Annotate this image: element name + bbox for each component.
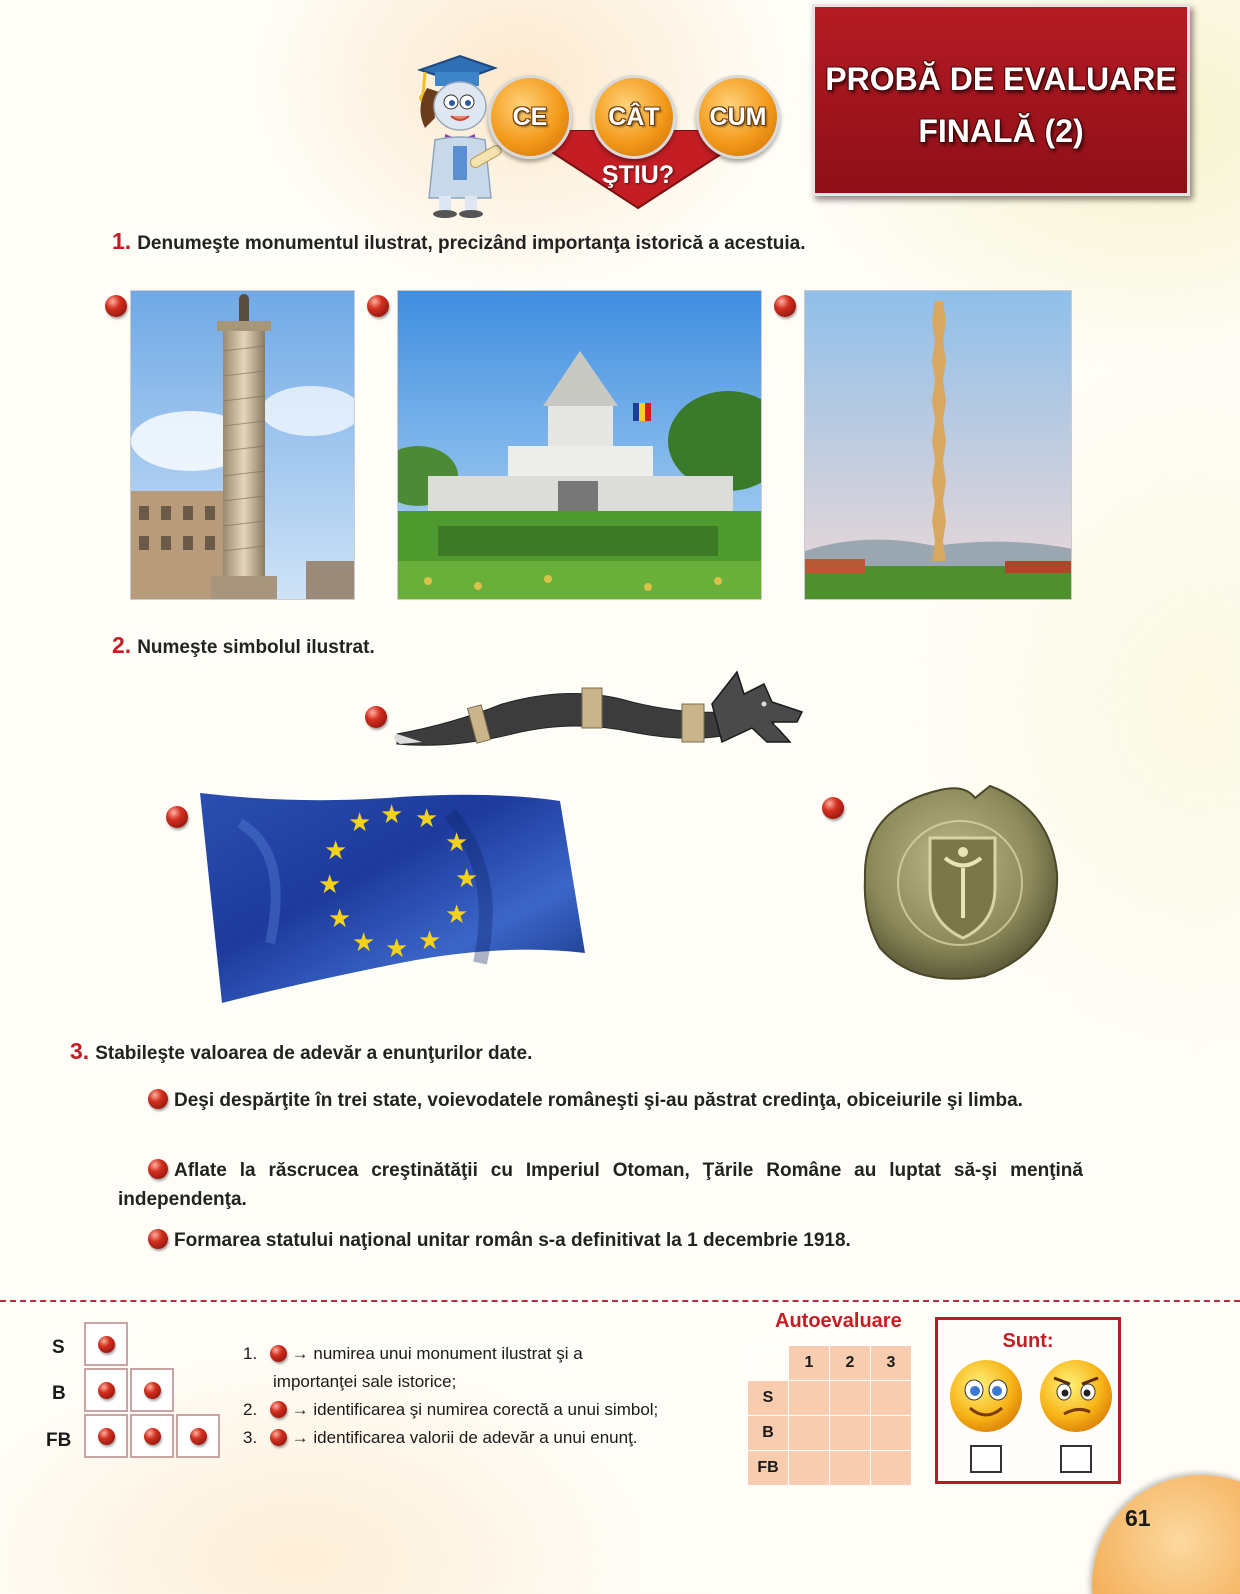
- bullet-icon: [270, 1345, 287, 1362]
- table-cell[interactable]: [789, 1451, 830, 1486]
- table-cell[interactable]: [871, 1381, 912, 1416]
- table-cell[interactable]: [871, 1416, 912, 1451]
- bullet-icon: [190, 1428, 207, 1445]
- bullet-icon: [270, 1429, 287, 1446]
- sunt-box: [935, 1317, 1121, 1484]
- table-cell[interactable]: [830, 1381, 871, 1416]
- svg-text:★: ★: [318, 870, 342, 900]
- autoevaluare-title: Autoevaluare: [775, 1310, 902, 1332]
- statement-3: [118, 1226, 1083, 1255]
- criterion-3: [243, 1424, 743, 1452]
- svg-text:★: ★: [455, 864, 479, 894]
- svg-text:★: ★: [385, 934, 409, 964]
- page-number: 61: [1125, 1505, 1151, 1531]
- col-header-1: 1: [789, 1346, 830, 1381]
- grid-cell: [84, 1322, 128, 1366]
- row-header-b: B: [748, 1416, 789, 1451]
- title-line-1: PROBĂ DE EVALUARE: [825, 61, 1177, 97]
- statement-3-text: Formarea statului naţional unitar român s-a definitivat la 1 decembrie 1918.: [174, 1230, 851, 1251]
- unhappy-checkbox[interactable]: [1060, 1445, 1092, 1473]
- bullet-icon: [144, 1428, 161, 1445]
- question-2-text: Numeşte simbolul ilustrat.: [137, 637, 375, 658]
- table-cell[interactable]: [830, 1451, 871, 1486]
- circle-cat: CÂT: [592, 75, 676, 159]
- criterion-2-number: 2.: [243, 1400, 258, 1419]
- bullet-icon: [365, 706, 387, 728]
- happy-face-icon: [948, 1358, 1024, 1439]
- bullet-icon: [270, 1401, 287, 1418]
- criterion-1: [243, 1340, 743, 1368]
- bullet-icon: [98, 1336, 115, 1353]
- footer-divider: [0, 1300, 1240, 1302]
- col-header-3: 3: [871, 1346, 912, 1381]
- bullet-icon: [144, 1382, 161, 1399]
- question-1-text: Denumeşte monumentul ilustrat, precizând importanţa istorică a acestuia.: [137, 233, 806, 254]
- bullet-icon: [774, 295, 796, 317]
- circle-ce: CE: [488, 75, 572, 159]
- level-grid: [40, 1310, 230, 1470]
- image-medieval-seal: [845, 778, 1067, 988]
- svg-text:★: ★: [324, 836, 348, 866]
- grid-cell: [84, 1414, 128, 1458]
- criterion-3-number: 3.: [243, 1428, 258, 1447]
- happy-checkbox[interactable]: [970, 1445, 1002, 1473]
- svg-text:★: ★: [352, 928, 376, 958]
- row-header-s: S: [748, 1381, 789, 1416]
- statement-1: [118, 1086, 1083, 1115]
- grid-cell: [176, 1414, 220, 1458]
- photo-mausoleum-marasesti: [397, 290, 762, 600]
- question-3-text: Stabileşte valoarea de adevăr a enunţurilor date.: [95, 1043, 533, 1064]
- level-label-s: S: [52, 1337, 65, 1358]
- title-line-2: FINALĂ (2): [918, 113, 1084, 149]
- level-label-b: B: [52, 1383, 66, 1404]
- bullet-icon: [148, 1089, 168, 1109]
- sunt-title: Sunt:: [1002, 1330, 1054, 1352]
- autoevaluare-table: [747, 1345, 912, 1486]
- criterion-2: [243, 1396, 743, 1424]
- table-corner: [748, 1346, 789, 1381]
- page-number-badge: [1092, 1475, 1240, 1594]
- statement-1-text: Deşi despărţite în trei state, voievodatele româneşti şi-au păstrat credinţa, obiceiurile şi limba.: [174, 1090, 1023, 1111]
- question-3-number: 3.: [70, 1038, 90, 1064]
- question-2: [112, 632, 375, 659]
- svg-text:★: ★: [445, 900, 469, 930]
- svg-text:★: ★: [445, 828, 469, 858]
- bullet-icon: [166, 806, 188, 828]
- svg-text:★: ★: [415, 804, 439, 834]
- table-cell[interactable]: [789, 1381, 830, 1416]
- criterion-2-text: → identificarea şi numirea corectă a unui simbol;: [291, 1400, 659, 1419]
- image-dacian-draco: [392, 664, 812, 769]
- ce-cat-cum-stiu-banner: [488, 75, 788, 210]
- bullet-icon: [105, 295, 127, 317]
- svg-text:★: ★: [380, 800, 404, 830]
- question-1-number: 1.: [112, 228, 132, 254]
- photo-endless-column: [804, 290, 1072, 600]
- bullet-icon: [148, 1229, 168, 1249]
- banner-stiu-text: ŞTIU?: [601, 161, 675, 189]
- col-header-2: 2: [830, 1346, 871, 1381]
- table-cell[interactable]: [871, 1451, 912, 1486]
- criterion-3-text: → identificarea valorii de adevăr a unui enunţ.: [291, 1428, 638, 1447]
- svg-text:★: ★: [418, 926, 442, 956]
- criterion-1-number: 1.: [243, 1344, 258, 1363]
- bullet-icon: [98, 1382, 115, 1399]
- criteria-list: [243, 1340, 743, 1452]
- grid-cell: [84, 1368, 128, 1412]
- unhappy-face-icon: [1038, 1358, 1114, 1439]
- level-label-fb: FB: [46, 1430, 72, 1451]
- image-eu-flag: [200, 793, 585, 1003]
- question-3: [70, 1038, 532, 1065]
- bullet-icon: [148, 1159, 168, 1179]
- grid-cell: [130, 1368, 174, 1412]
- svg-text:★: ★: [348, 808, 372, 838]
- statement-2-text: Aflate la răscrucea creştinătăţii cu Imperiul Otoman, Ţările Române au luptat să-şi menţină independenţa.: [118, 1160, 1083, 1210]
- circle-cum: CUM: [696, 75, 780, 159]
- question-1: [112, 228, 806, 255]
- table-cell[interactable]: [830, 1416, 871, 1451]
- photo-column-traian: [130, 290, 355, 600]
- table-cell[interactable]: [789, 1416, 830, 1451]
- bullet-icon: [98, 1428, 115, 1445]
- criterion-1-continuation: importanţei sale istorice;: [273, 1372, 457, 1391]
- bullet-icon: [367, 295, 389, 317]
- grid-cell: [130, 1414, 174, 1458]
- evaluation-title-box: [812, 4, 1190, 196]
- criterion-1-text: → numirea unui monument ilustrat şi a: [291, 1344, 583, 1363]
- statement-2: [118, 1156, 1083, 1214]
- question-2-number: 2.: [112, 632, 132, 658]
- row-header-fb: FB: [748, 1451, 789, 1486]
- bullet-icon: [822, 797, 844, 819]
- svg-text:★: ★: [328, 904, 352, 934]
